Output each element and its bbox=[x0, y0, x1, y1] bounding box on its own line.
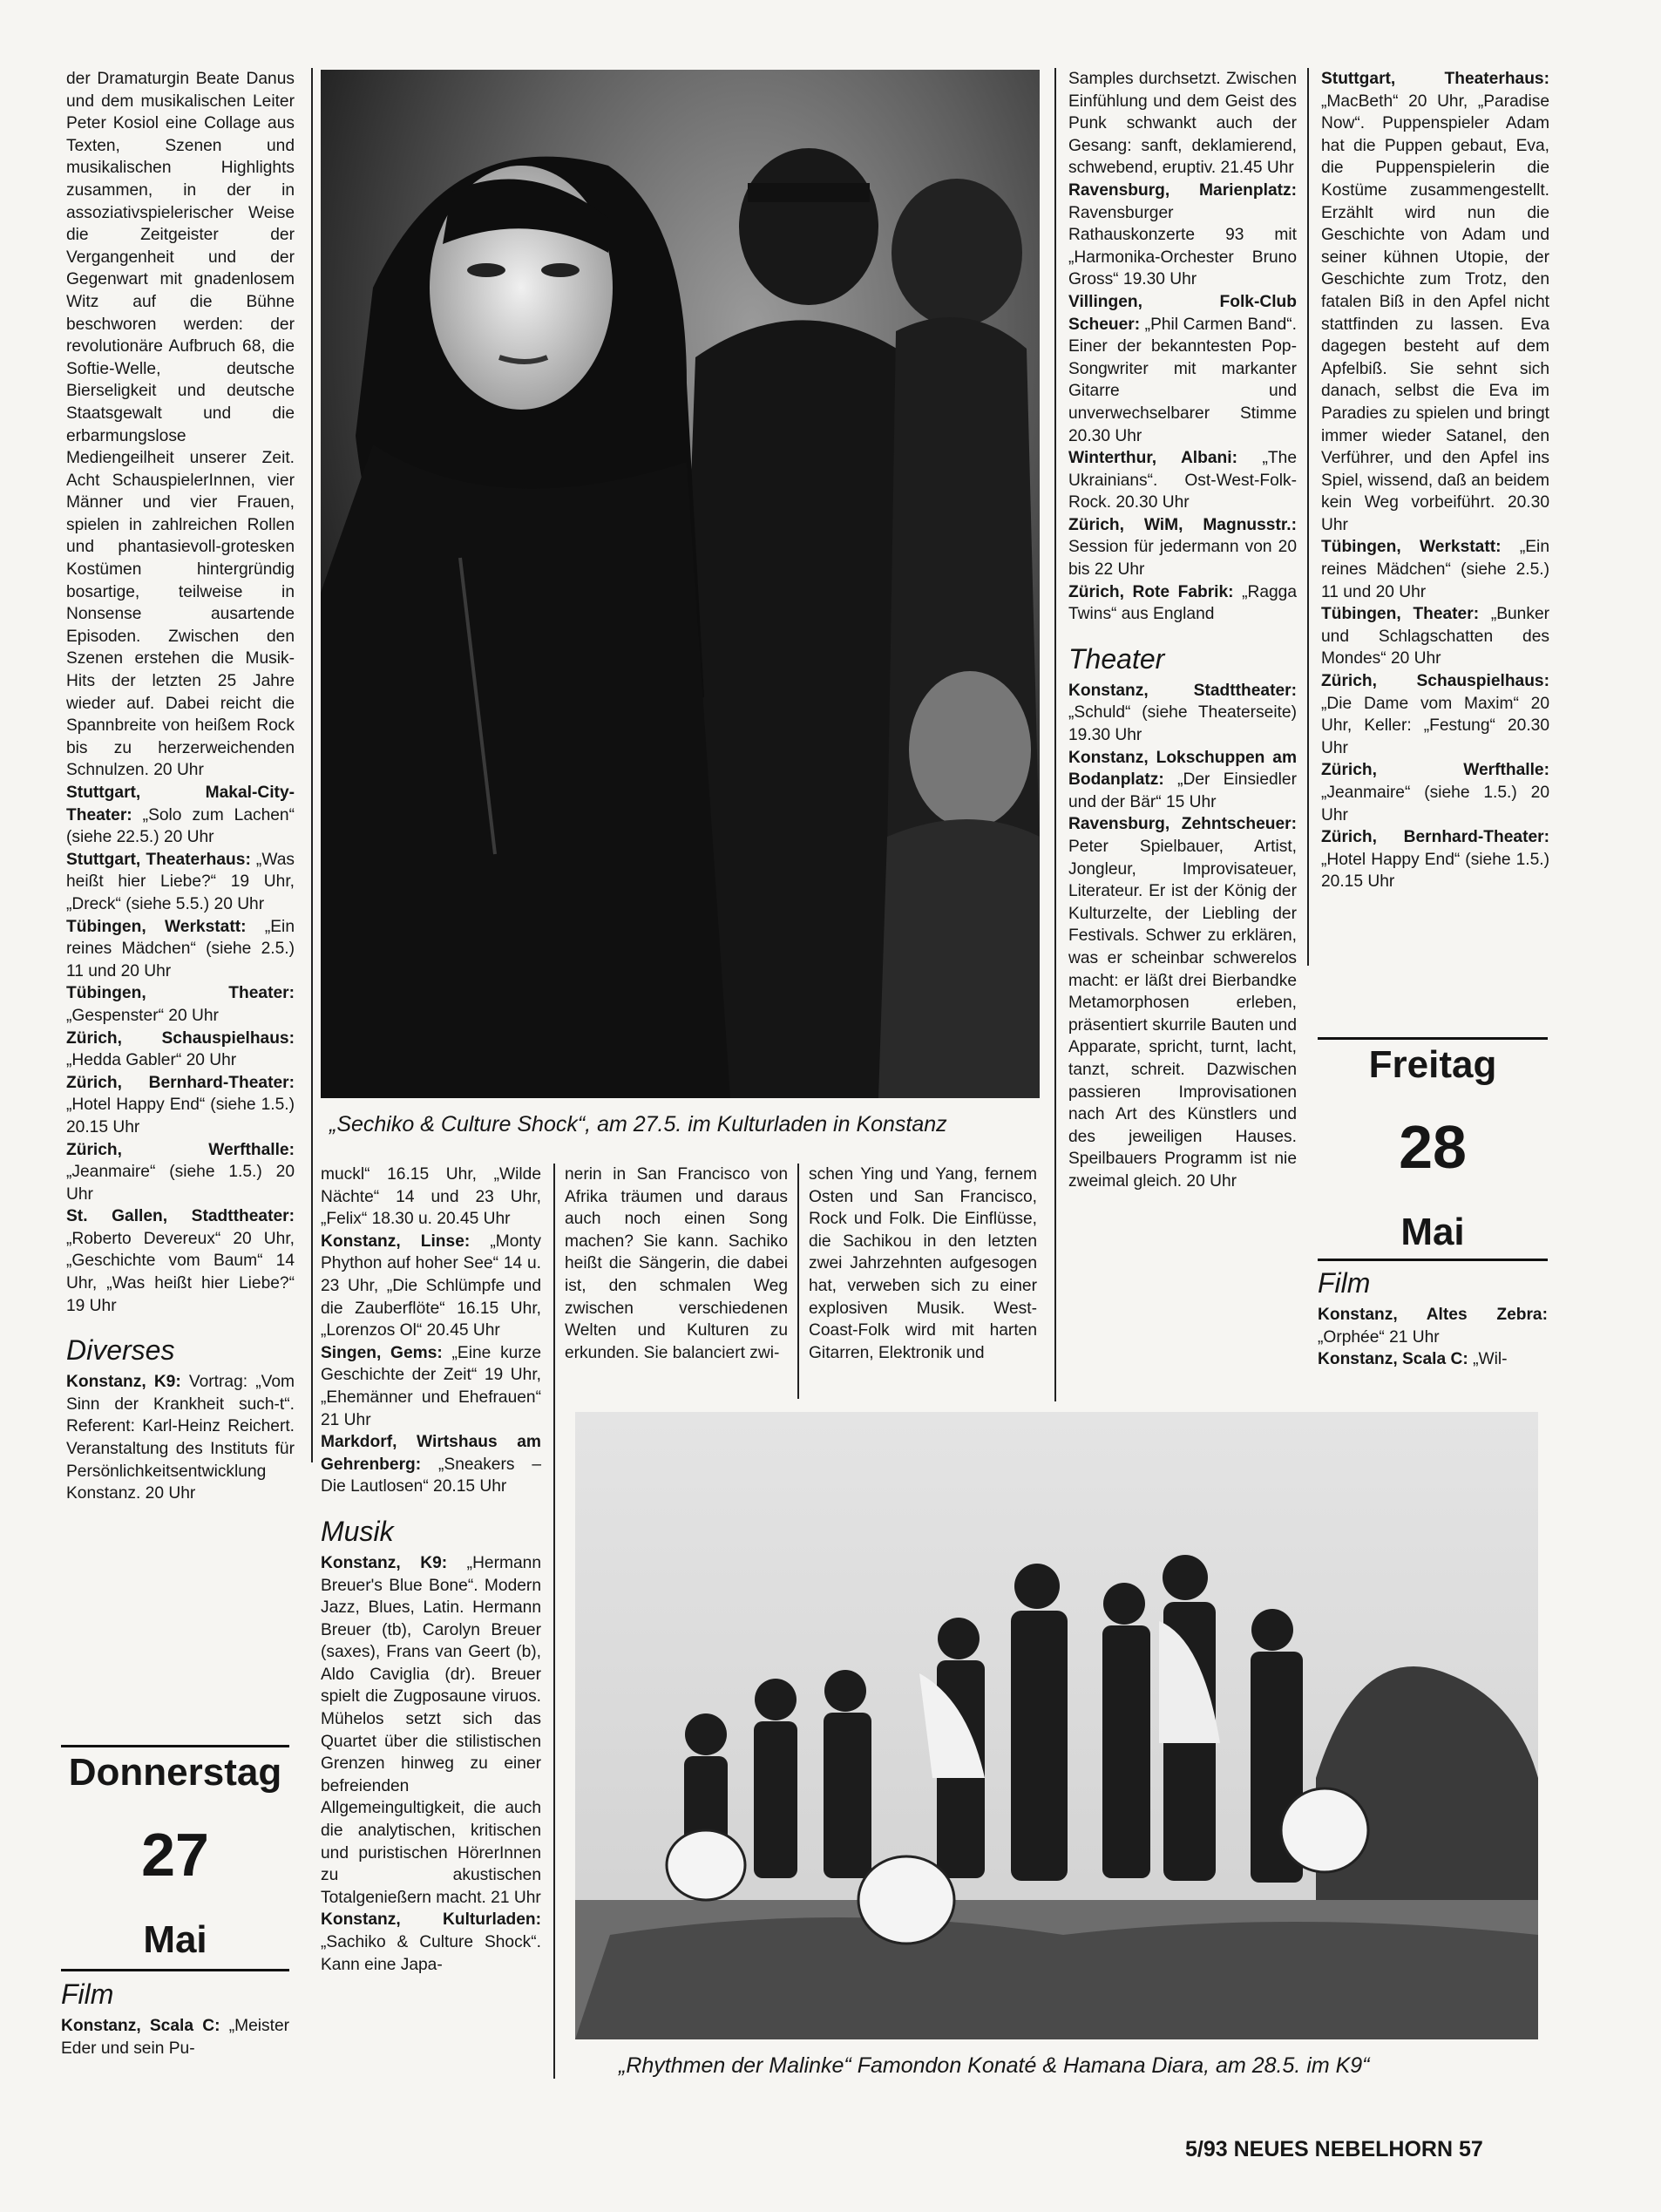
listing bbox=[1068, 813, 1297, 1192]
listing-venue: Villingen, Folk-Club Scheuer: bbox=[1068, 292, 1297, 334]
section-heading: Theater bbox=[1068, 642, 1165, 675]
day-rule-top bbox=[1318, 1037, 1548, 1040]
listing bbox=[66, 1028, 295, 1072]
month: Mai bbox=[1400, 1211, 1465, 1253]
listing bbox=[1321, 826, 1549, 893]
listing bbox=[321, 1431, 541, 1498]
listing bbox=[66, 1072, 295, 1139]
article-text: Samples durchsetzt. Zwischen Einfühlung und dem Geist des Punk schwankt auch der Gesang: sanft, deklamierend, schwebend, eruptiv. 21.45 Uhr bbox=[1068, 70, 1297, 178]
listing-text: „Eine kurze Geschichte der Zeit“ 19 Uhr, „Ehemänner und Ehefrauen“ 21 Uhr bbox=[321, 1343, 542, 1429]
page-footer: 5/93 NEUES NEBELHORN 57 bbox=[1185, 2137, 1483, 2161]
listing bbox=[1321, 670, 1549, 759]
listing-text: „Die Dame vom Maxim“ 20 Uhr, Keller: „Festung“ 20.30 Uhr bbox=[1321, 694, 1549, 757]
listing-venue: Konstanz, Scala C: bbox=[1318, 1350, 1468, 1369]
article-text: muckl“ 16.15 Uhr, „Wilde Nächte“ 14 und 23 Uhr, „Felix“ 18.30 u. 20.45 Uhr bbox=[321, 1165, 541, 1229]
photo-caption: „Rhythmen der Malinke“ Famondon Konaté & Hamana Diara, am 28.5. im K9“ bbox=[619, 2053, 1370, 2078]
band-photo-image bbox=[321, 70, 1040, 1098]
listing bbox=[66, 1371, 295, 1505]
listing-text: „Orphée“ 21 Uhr bbox=[1318, 1327, 1440, 1347]
weekday: Donnerstag bbox=[68, 1751, 282, 1794]
listing-text: „Ragga Twins“ aus England bbox=[1068, 582, 1298, 624]
listing bbox=[321, 1552, 541, 1910]
day-rule-top bbox=[61, 1745, 289, 1747]
listing-text: „Ein reines Mädchen“ (siehe 2.5.) 11 und 20 Uhr bbox=[66, 917, 295, 980]
listing-text: „Solo zum Lachen“ (siehe 22.5.) 20 Uhr bbox=[66, 805, 295, 847]
article-text: schen Ying und Yang, fernem Osten und San Francisco, Rock und Folk. Die Einflüsse, die Sachikou in den letzten zwei Jahrzehnten aufgesogen hat, verweben sich zu einer explosiven Musik. West-Coast-Folk wird mit harten Gitarren, Elektronik und bbox=[809, 1165, 1037, 1362]
listing-text: „Monty Phython auf hoher See“ 14 u. 23 Uhr, „Die Schlümpfe und die Zauberflöte“ 16.15 Uhr, „Lorenzos Ol“ 20.45 Uhr bbox=[321, 1232, 541, 1340]
listing bbox=[66, 849, 295, 916]
column-2 bbox=[321, 1164, 541, 1976]
listing-text: „Roberto Devereux“ 20 Uhr, „Geschichte vom Baum“ 14 Uhr, „Was heißt hier Liebe?“ 19 Uhr bbox=[66, 1229, 295, 1315]
listing-venue: Tübingen, Theater: bbox=[66, 984, 295, 1003]
listing-text: „Meister Eder und sein Pu- bbox=[61, 2017, 290, 2058]
column-rule bbox=[311, 68, 313, 1462]
listing-venue: Konstanz, Lokschuppen am Bodanplatz: bbox=[1068, 748, 1297, 790]
listing bbox=[1321, 759, 1549, 826]
column-rule bbox=[1054, 68, 1056, 1401]
listing bbox=[1068, 581, 1297, 626]
month: Mai bbox=[143, 1918, 207, 1961]
listing-text: „Sachiko & Culture Shock“. Kann eine Japa- bbox=[321, 1933, 541, 1974]
listing bbox=[1068, 514, 1297, 581]
listing bbox=[66, 982, 295, 1027]
concert-photo-sachiko bbox=[321, 70, 1040, 1098]
weekday: Freitag bbox=[1368, 1043, 1497, 1086]
listing bbox=[321, 1342, 541, 1431]
listing bbox=[1318, 1304, 1548, 1348]
listing-venue: Zürich, Rote Fabrik: bbox=[1068, 582, 1234, 601]
listing-venue: Zürich, Werfthalle: bbox=[1321, 761, 1549, 780]
column-4 bbox=[809, 1164, 1037, 1364]
listing-text: „Hotel Happy End“ (siehe 1.5.) 20.15 Uhr bbox=[1321, 850, 1549, 892]
listing bbox=[1321, 68, 1549, 536]
drummers-photo-image bbox=[575, 1412, 1538, 2039]
listing bbox=[1321, 536, 1549, 603]
column-rule bbox=[553, 1164, 555, 2079]
listing bbox=[61, 2015, 289, 2059]
listing-venue: Tübingen, Werkstatt: bbox=[1321, 538, 1502, 557]
listing bbox=[66, 1139, 295, 1206]
listing-text: „Bunker und Schlagschatten des Mondes“ 20 Uhr bbox=[1321, 605, 1550, 668]
listing-venue: Tübingen, Theater: bbox=[1321, 605, 1480, 624]
listing bbox=[66, 1205, 295, 1317]
section-heading: Film bbox=[1318, 1267, 1371, 1299]
listing-text: „The Ukrainians“. Ost-West-Folk-Rock. 20.30 Uhr bbox=[1068, 449, 1297, 512]
listing-text: „Was heißt hier Liebe?“ 19 Uhr, „Dreck“ (siehe 5.5.) 20 Uhr bbox=[66, 850, 295, 913]
listing-venue: Zürich, Bernhard-Theater: bbox=[66, 1073, 295, 1092]
listing-venue: Konstanz, K9: bbox=[66, 1373, 181, 1392]
day-box-28 bbox=[1318, 1041, 1548, 1257]
column-3 bbox=[565, 1164, 788, 1364]
column-rule bbox=[797, 1164, 799, 1399]
listing-text: Vortrag: „Vom Sinn der Krankheit such-t“. Referent: Karl-Heinz Reichert. Veranstaltung des Instituts für Persönlichkeitsentwicklung Konstanz. 20 Uhr bbox=[66, 1373, 295, 1503]
listing bbox=[1318, 1348, 1548, 1371]
listing-venue: Konstanz, Kulturladen: bbox=[321, 1910, 541, 1930]
article-text: der Dramaturgin Beate Danus und dem musikalischen Leiter Peter Kosiol eine Collage aus Texten, Szenen und musikalischen Highlights zusammen, in der in assoziativspielerischer Weise die Zeitgeister der Vergangenheit und der Gegenwart mit gnadenlosem Witz auf die Bühne beschworen werden: der revolutionäre Aufbruch 68, die Softie-Welle, deutsche Bierseligkeit und deutsche Staatsgewalt und die erbarmungslose Mediengeilheit unserer Zeit. Acht SchauspielerInnen, vier Männer und vier Frauen, spielen in zahlreichen Rollen und phantasievoll-grotesken Kostümen hintergründig bosartige, teilweise in Nonsense ausartende Episoden. Zwischen den Szenen erstehen die Musik-Hits der letzten 25 Jahre wieder auf. Dabei reicht die Spannbreite von heißem Rock bis zu herzerweichenden Schnulzen. 20 Uhr bbox=[66, 70, 295, 780]
listing-text: „MacBeth“ 20 Uhr, „Paradise Now“. Puppenspieler Adam hat die Puppen gebaut, Eva, die Puppenspielerin die Kostüme zusammengestellt. Erzählt wird nun die Geschichte von Adam und seiner kühnen Utopie, der Geschichte zum Trotz, den fatalen Biß in den Apfel nicht stattfinden zu lassen. Eva dagegen besteht auf dem Apfelbiß. Sie sehnt sich danach, selbst die Eva im Paradies zu spielen und bringt immer wieder Satanel, den Verführer, und den Apfel ins Spiel, wissend, daß an beidem kein Weg vorbeiführt. 20.30 Uhr bbox=[1321, 92, 1549, 534]
listing-venue: Zürich, Schauspielhaus: bbox=[1321, 672, 1549, 691]
column-1-film bbox=[61, 1977, 289, 2059]
listing-venue: Ravensburg, Zehntscheuer: bbox=[1068, 815, 1297, 834]
listing-venue: Stuttgart, Theaterhaus: bbox=[66, 850, 251, 869]
listing-text: „Phil Carmen Band“. Einer der bekanntesten Pop-Songwriter mit markanter Gitarre und unverwechselbarer Stimme 20.30 Uhr bbox=[1068, 315, 1297, 445]
section-heading: Musik bbox=[321, 1515, 394, 1547]
concert-photo-malinke bbox=[575, 1412, 1538, 2039]
listing-text: „Jeanmaire“ (siehe 1.5.) 20 Uhr bbox=[1321, 784, 1549, 824]
listing-text: „Jeanmaire“ (siehe 1.5.) 20 Uhr bbox=[66, 1163, 295, 1204]
listing bbox=[321, 1231, 541, 1342]
listing-text: „Hotel Happy End“ (siehe 1.5.) 20.15 Uhr bbox=[66, 1096, 295, 1137]
column-5 bbox=[1068, 68, 1297, 1193]
listing-venue: Winterthur, Albani: bbox=[1068, 449, 1237, 468]
listing-text: „Hedda Gabler“ 20 Uhr bbox=[66, 1051, 237, 1070]
listing bbox=[1068, 747, 1297, 814]
column-6 bbox=[1321, 68, 1549, 893]
listing-text: „Gespenster“ 20 Uhr bbox=[66, 1006, 219, 1025]
listing-text: „Sneakers – Die Lautlosen“ 20.15 Uhr bbox=[321, 1455, 541, 1496]
column-6-film bbox=[1318, 1265, 1548, 1371]
listing-text: Peter Spielbauer, Artist, Jongleur, Improvisateuer, Literateur. Er ist der König der Kulturzelte, der Liebling der Festivals. Schwer zu erklären, was er scheinbar schwerelos macht: er läßt drei Bierbandke Metamorphosen erleben, präsentiert skurrile Bauten und Apparate, spricht, turnt, lacht, tanzt, schreit. Dazwischen passieren Improvisationen nach Art des Künstlers und des jeweiligen Hauses. Speilbauers Programm ist nie zweimal gleich. 20 Uhr bbox=[1068, 838, 1297, 1191]
listing-venue: Stuttgart, Theaterhaus: bbox=[1321, 70, 1549, 88]
listing-venue: Konstanz, Stadttheater: bbox=[1068, 681, 1297, 700]
day-number: 28 bbox=[1399, 1113, 1467, 1181]
listing bbox=[1068, 180, 1297, 291]
listing-venue: Konstanz, Altes Zebra: bbox=[1318, 1306, 1548, 1324]
day-rule-bottom bbox=[1318, 1259, 1548, 1261]
section-heading: Film bbox=[61, 1978, 114, 2010]
listing-venue: Stuttgart, Makal-City-Theater: bbox=[66, 784, 295, 824]
listing-venue: Zürich, Werfthalle: bbox=[66, 1140, 295, 1159]
listing bbox=[66, 916, 295, 983]
listing-venue: Ravensburg, Marienplatz: bbox=[1068, 180, 1297, 200]
listing-text: „Wil- bbox=[1468, 1350, 1508, 1369]
listing-venue: Markdorf, Wirtshaus am Gehrenberg: bbox=[321, 1433, 541, 1474]
column-rule bbox=[1307, 68, 1309, 966]
listing-text: „Hermann Breuer's Blue Bone“. Modern Jazz, Blues, Latin. Hermann Breuer (tb), Carolyn Breuer (saxes), Frans van Geert (b), Aldo Caviglia (dr). Breuer spielt die Zugposaune viruos. Mühelos setzt sich das Quartet über die stilistischen Grenzen hinweg zu einer befreienden Allgemeingultigkeit, die auch die analytischen, kritischen und puristischen HörerInnen zu akustischen Totalgenießern macht. 21 Uhr bbox=[321, 1553, 541, 1907]
listing-text: „Schuld“ (siehe Theaterseite) 19.30 Uhr bbox=[1068, 703, 1297, 745]
day-rule-bottom bbox=[61, 1969, 289, 1971]
day-box-27 bbox=[61, 1748, 289, 1964]
listing-venue: Konstanz, Scala C: bbox=[61, 2017, 220, 2035]
listing-venue: Zürich, Bernhard-Theater: bbox=[1321, 828, 1549, 847]
listing bbox=[66, 782, 295, 849]
listing-text: „Ein reines Mädchen“ (siehe 2.5.) 11 und 20 Uhr bbox=[1321, 538, 1549, 601]
column-1 bbox=[66, 68, 295, 1505]
listing-text: Session für jedermann von 20 bis 22 Uhr bbox=[1068, 538, 1297, 580]
listing-venue: Konstanz, K9: bbox=[321, 1553, 448, 1572]
listing bbox=[321, 1909, 541, 1976]
listing bbox=[1068, 447, 1297, 514]
section-heading: Diverses bbox=[66, 1334, 175, 1367]
listing bbox=[1068, 680, 1297, 747]
listing-venue: St. Gallen, Stadttheater: bbox=[66, 1207, 295, 1226]
listing-venue: Singen, Gems: bbox=[321, 1343, 443, 1362]
listing-venue: Zürich, Schauspielhaus: bbox=[66, 1028, 295, 1048]
listing-venue: Zürich, WiM, Magnusstr.: bbox=[1068, 515, 1297, 534]
photo-caption: „Sechiko & Culture Shock“, am 27.5. im Kulturladen in Konstanz bbox=[329, 1112, 947, 1137]
listing bbox=[1068, 291, 1297, 447]
listing bbox=[1321, 603, 1549, 670]
listing-venue: Konstanz, Linse: bbox=[321, 1232, 471, 1251]
day-number: 27 bbox=[141, 1821, 209, 1889]
listing-text: Ravensburger Rathauskonzerte 93 mit „Harmonika-Orchester Bruno Gross“ 19.30 Uhr bbox=[1068, 203, 1297, 289]
article-text: nerin in San Francisco von Afrika träumen und daraus auch noch einen Song machen? Sie kann. Sachiko heißt die Sängerin, die dabei ist, den schmalen Weg zwischen verschiedenen Welten und Kulturen zu erkunden. Sie balanciert zwi- bbox=[565, 1165, 788, 1362]
listing-text: „Der Einsiedler und der Bär“ 15 Uhr bbox=[1068, 770, 1297, 811]
listing-venue: Tübingen, Werkstatt: bbox=[66, 917, 247, 936]
